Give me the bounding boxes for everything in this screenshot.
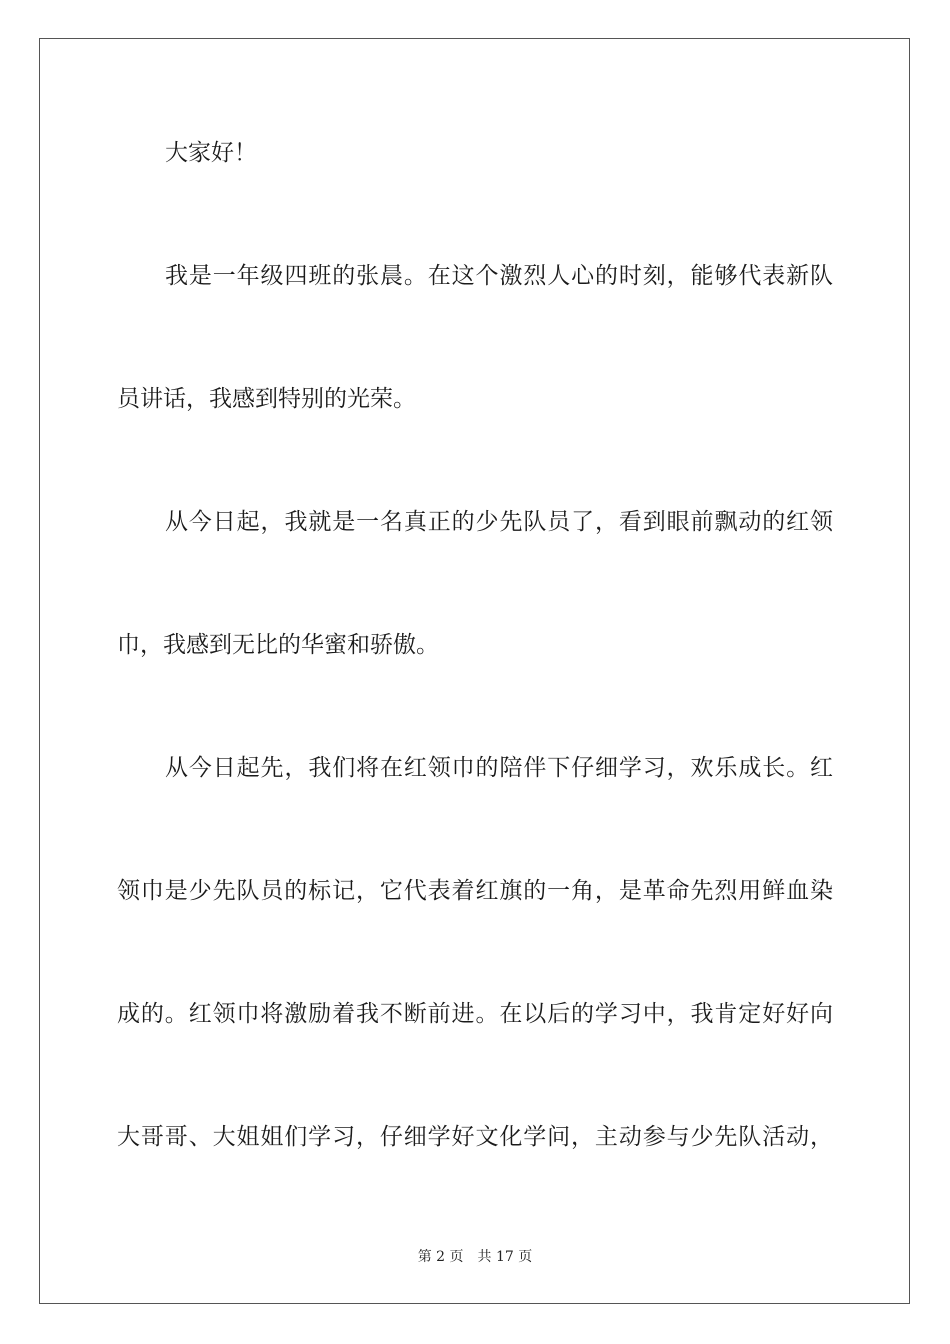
text-line-para3-4: 大哥哥、大姐姐们学习，仔细学好文化学问，主动参与少先队活动， (117, 1124, 833, 1150)
page-total-label: 共 17 页 (477, 1249, 533, 1265)
text-line-intro-1: 我是一年级四班的张晨。在这个激烈人心的时刻，能够代表新队 (165, 263, 833, 289)
text-line-para3-1: 从今日起先，我们将在红领巾的陪伴下仔细学习，欢乐成长。红 (165, 755, 833, 781)
page-border (39, 38, 910, 1304)
text-line-para2-1: 从今日起，我就是一名真正的少先队员了，看到眼前飘动的红领 (165, 509, 833, 535)
text-line-para3-2: 领巾是少先队员的标记，它代表着红旗的一角，是革命先烈用鲜血染 (117, 878, 833, 904)
text-line-para3-3: 成的。红领巾将激励着我不断前进。在以后的学习中，我肯定好好向 (117, 1001, 833, 1027)
page-footer (0, 1247, 950, 1267)
text-line-para2-2: 巾，我感到无比的华蜜和骄傲。 (117, 632, 439, 658)
page-number-label: 第 2 页 (417, 1249, 464, 1265)
text-line-intro-2: 员讲话，我感到特别的光荣。 (117, 386, 416, 412)
text-line-greeting: 大家好！ (165, 140, 257, 166)
